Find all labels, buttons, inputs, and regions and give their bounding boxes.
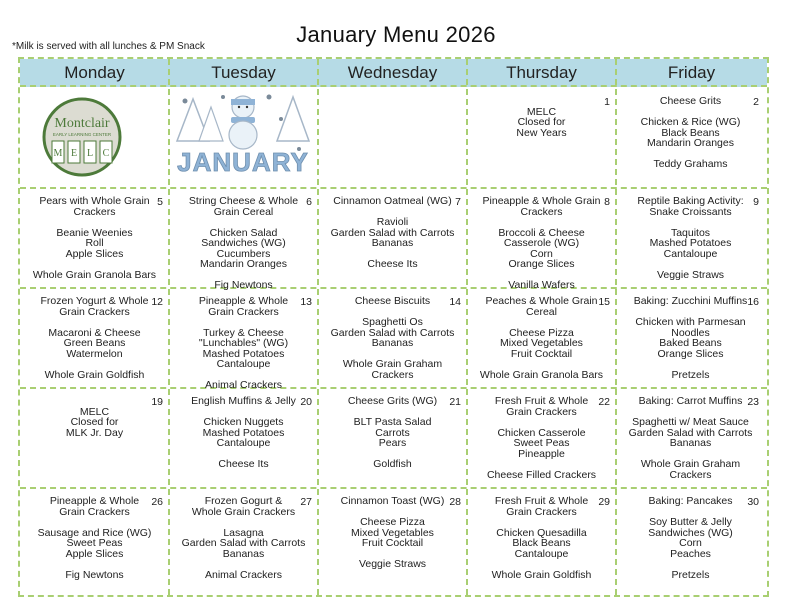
date-number: 15 (598, 296, 610, 308)
menu-item: Sweet Peas (513, 437, 570, 449)
day-cell (169, 289, 318, 389)
menu-item: Fruit Cocktail (510, 347, 573, 360)
menu-item (24, 217, 165, 228)
menu-item: Mixed Vegetables (351, 526, 434, 539)
menu-item: Baking: Zucchini Muffins (633, 295, 748, 307)
menu-item: MELC (79, 405, 110, 418)
menu-item: Apple Slices (65, 547, 124, 560)
menu-item: Veggie Straws (656, 268, 725, 281)
weekday-monday: Monday (64, 63, 125, 82)
menu-item: Grain Cereal (213, 205, 274, 218)
menu-item: Corn (679, 537, 702, 549)
menu-item: Fresh Fruit & Whole (494, 395, 589, 407)
menu-item: Chicken Nuggets (203, 416, 284, 428)
menu-item (24, 359, 165, 370)
date-number: 27 (300, 496, 312, 508)
menu-item: Mandarin Oranges (200, 258, 287, 270)
menu-item: Sweet Peas (66, 537, 123, 549)
weekday-tuesday: Tuesday (211, 63, 276, 82)
menu-item: Pineapple (518, 447, 565, 460)
menu-item: Chicken Casserole (497, 426, 586, 439)
menu-item: Garden Salad with Carrots (330, 326, 455, 339)
svg-text:E: E (70, 148, 78, 159)
day-cell (20, 289, 169, 389)
date-number: 28 (449, 496, 461, 508)
menu-item: Turkey & Cheese (203, 326, 284, 339)
menu-item: Baked Beans (659, 337, 722, 349)
menu-item: Chicken Quesadilla (496, 526, 587, 539)
menu-item: Fig Newtons (65, 568, 124, 581)
menu-item: Whole Grain Granola Bars (479, 368, 604, 381)
menu-item (620, 259, 761, 270)
date-number: 21 (449, 396, 461, 408)
menu-item: Peaches (670, 547, 711, 560)
menu-item: Lasagna (223, 526, 264, 539)
menu-item: Cheese Its (367, 258, 418, 270)
menu-item: Cantaloupe (514, 547, 569, 560)
menu-item: Cinnamon Toast (WG) (340, 495, 445, 507)
menu-item: Snake Croissants (649, 205, 732, 218)
menu-item: Casserole (WG) (503, 237, 580, 249)
menu-item: Garden Salad with Carrots (330, 226, 455, 239)
menu-item: Crackers (520, 205, 563, 218)
menu-item (471, 359, 612, 370)
menu-item: Spaghetti Os (362, 316, 423, 328)
menu-item: Whole Grain Granola Bars (32, 268, 157, 281)
day-cell (318, 89, 467, 189)
montclair-logo (26, 97, 138, 177)
day-cell (467, 89, 616, 189)
menu-item (620, 217, 761, 228)
menu-item: Fruit Cocktail (361, 537, 424, 549)
svg-text:EARLY LEARNING CENTER: EARLY LEARNING CENTER (52, 132, 112, 137)
date-number: 19 (151, 396, 163, 408)
day-cell (20, 189, 169, 289)
menu-item: Grain Crackers (506, 505, 577, 518)
svg-text:JANUARY: JANUARY (177, 147, 309, 177)
menu-item: Cheese Its (218, 458, 269, 470)
menu-item: Bananas (669, 437, 712, 449)
day-cell (616, 489, 765, 589)
menu-item: MLK Jr. Day (65, 426, 124, 439)
date-number: 13 (300, 296, 312, 308)
menu-item: Fig Newtons (214, 279, 273, 291)
menu-item: Goldfish (373, 458, 412, 470)
menu-item: Teddy Grahams (653, 158, 728, 170)
menu-item (24, 396, 165, 407)
menu-item: Closed for (70, 416, 119, 428)
menu-item (471, 517, 612, 528)
menu-item: Reptile Baking Activity: (637, 195, 744, 207)
menu-item: Ravioli (376, 216, 409, 228)
menu-item: Cheese Filled Crackers (486, 468, 597, 481)
menu-item: Black Beans (512, 537, 571, 549)
date-number: 9 (753, 196, 759, 208)
menu-item: Whole Grain Goldfish (491, 568, 592, 581)
menu-item: Noodles (671, 326, 710, 339)
menu-item (173, 517, 314, 528)
menu-item: Grain Crackers (59, 305, 130, 318)
menu-item: Orange Slices (657, 347, 724, 360)
menu-item: Closed for (517, 116, 566, 128)
day-cell (20, 389, 169, 489)
menu-item: Corn (530, 247, 553, 260)
day-cell (616, 389, 765, 489)
menu-item: Grain Crackers (59, 505, 130, 518)
menu-item (471, 317, 612, 328)
menu-item (24, 517, 165, 528)
menu-item: Orange Slices (508, 258, 575, 270)
menu-item: Macaroni & Cheese (48, 326, 141, 339)
menu-item: Whole Grain Graham (342, 358, 443, 370)
menu-item: Bananas (222, 547, 265, 560)
svg-text:C: C (102, 148, 110, 159)
menu-item: Mandarin Oranges (647, 137, 734, 149)
milk-note: *Milk is served with all lunches & PM Snack (12, 41, 205, 52)
day-cell (318, 389, 467, 489)
menu-item: Pretzels (671, 368, 710, 381)
day-cell (467, 489, 616, 589)
menu-item: Whole Grain Goldfish (44, 368, 145, 381)
date-number: 16 (747, 296, 759, 308)
menu-item: Baking: Carrot Muffins (638, 395, 743, 407)
day-cell (20, 489, 169, 589)
menu-item: Chicken Salad (209, 226, 278, 239)
menu-item: Chicken & Rice (WG) (640, 116, 741, 128)
menu-item (471, 217, 612, 228)
menu-item: Mashed Potatoes (649, 237, 732, 249)
date-number: 29 (598, 496, 610, 508)
menu-item: Bananas (371, 337, 414, 349)
svg-text:M: M (53, 148, 63, 159)
svg-text:Montclair: Montclair (54, 116, 110, 131)
menu-item: Apple Slices (65, 247, 124, 260)
menu-item: Pretzels (671, 568, 710, 581)
menu-item: Pineapple & Whole Grain (482, 195, 601, 207)
menu-item: Mashed Potatoes (202, 347, 285, 360)
date-number: 26 (151, 496, 163, 508)
menu-item: Grain Crackers (208, 305, 279, 318)
menu-item (471, 559, 612, 570)
menu-item: Pears with Whole Grain (39, 195, 150, 207)
menu-item: Veggie Straws (358, 558, 427, 570)
menu-item: Cantaloupe (216, 358, 271, 370)
menu-item (24, 559, 165, 570)
menu-item: Sandwiches (WG) (201, 237, 286, 249)
menu-item: Crackers (669, 468, 712, 481)
menu-item: New Years (516, 126, 567, 139)
day-cell (169, 189, 318, 289)
menu-item: Whole Grain Graham (640, 458, 741, 470)
january-snowman-illustration (171, 89, 315, 185)
menu-item: Green Beans (63, 337, 126, 349)
menu-item: "Lunchables" (WG) (198, 337, 289, 349)
date-number: 22 (598, 396, 610, 408)
menu-item: Bananas (371, 237, 414, 249)
menu-item: Crackers (371, 368, 414, 381)
menu-item (620, 559, 761, 570)
menu-item: Animal Crackers (204, 568, 283, 581)
weekday-friday: Friday (667, 63, 716, 82)
day-cell (616, 189, 765, 289)
date-number: 14 (449, 296, 461, 308)
day-cell (467, 289, 616, 389)
menu-item: Soy Butter & Jelly (649, 516, 732, 528)
date-number: 1 (604, 96, 610, 108)
menu-item: Carrots (375, 426, 410, 439)
menu-item: Beanie Weenies (56, 226, 133, 239)
menu-item (471, 96, 612, 107)
menu-item (471, 417, 612, 428)
menu-item: Cheese Biscuits (354, 295, 431, 307)
day-cell (467, 389, 616, 489)
svg-text:L: L (86, 148, 94, 159)
menu-item: Spaghetti w/ Meat Sauce (632, 416, 749, 428)
menu-item: Roll (85, 237, 104, 249)
menu-item: Pears (378, 437, 407, 449)
menu-item (471, 459, 612, 470)
menu-item: Mashed Potatoes (202, 426, 285, 439)
menu-item: Fresh Fruit & Whole (494, 495, 589, 507)
menu-item: English Muffins & Jelly (191, 395, 296, 407)
menu-item: Cheese Pizza (360, 516, 425, 528)
menu-item (24, 259, 165, 270)
weekday-header (20, 59, 767, 87)
menu-item: Broccoli & Cheese (498, 226, 585, 239)
menu-item: Mixed Vegetables (500, 337, 583, 349)
menu-item: Garden Salad with Carrots (181, 537, 306, 549)
day-cell (169, 489, 318, 589)
menu-item: Pineapple & Whole (49, 495, 140, 507)
menu-item: Animal Crackers (204, 379, 283, 391)
menu-item: Cinnamon Oatmeal (WG) (333, 195, 452, 207)
menu-item: Cheese Grits (WG) (347, 395, 438, 407)
date-number: 8 (604, 196, 610, 208)
menu-item: Vanilla Wafers (508, 279, 575, 291)
menu-item: Baking: Pancakes (648, 495, 733, 507)
menu-item: Cereal (526, 305, 557, 318)
menu-item: String Cheese & Whole (188, 195, 299, 207)
menu-item: Pineapple & Whole (198, 295, 289, 307)
day-cell (467, 189, 616, 289)
menu-item (173, 559, 314, 570)
day-cell (318, 489, 467, 589)
menu-item (173, 317, 314, 328)
menu-item: Cheese Pizza (509, 326, 574, 339)
menu-item (173, 217, 314, 228)
menu-item: Grain Crackers (506, 405, 577, 418)
menu-item: Sandwiches (WG) (648, 526, 733, 539)
menu-item: MELC (526, 105, 557, 118)
menu-item: Cantaloupe (663, 247, 718, 260)
day-cell (616, 289, 765, 389)
menu-item: Garden Salad with Carrots (628, 426, 753, 439)
day-cell (318, 289, 467, 389)
day-cell (616, 89, 765, 189)
date-number: 30 (747, 496, 759, 508)
menu-item: Crackers (73, 205, 116, 218)
menu-item: Cantaloupe (216, 437, 271, 449)
menu-item: Frozen Gogurt & (204, 495, 283, 507)
menu-item: Black Beans (661, 126, 720, 139)
date-number: 12 (151, 296, 163, 308)
menu-item (24, 317, 165, 328)
menu-item: Watermelon (66, 347, 123, 360)
menu-item: Chicken with Parmesan (635, 316, 746, 328)
menu-item (620, 359, 761, 370)
menu-item: Frozen Yogurt & Whole (40, 295, 149, 307)
menu-item: Taquitos (670, 226, 711, 239)
menu-item: Whole Grain Crackers (191, 505, 296, 518)
date-number: 23 (747, 396, 759, 408)
date-number: 20 (300, 396, 312, 408)
date-number: 2 (753, 96, 759, 108)
page-title: January Menu 2026 (296, 22, 496, 47)
day-cell (318, 189, 467, 289)
menu-item: BLT Pasta Salad (353, 416, 432, 428)
menu-calendar (18, 57, 769, 597)
date-number: 5 (157, 196, 163, 208)
weekday-wednesday: Wednesday (347, 63, 438, 82)
menu-item: Sausage and Rice (WG) (37, 526, 152, 539)
menu-item: Peaches & Whole Grain (485, 295, 598, 307)
menu-item: Cheese Grits (659, 95, 722, 107)
date-number: 7 (455, 196, 461, 208)
date-number: 6 (306, 196, 312, 208)
day-cell (169, 389, 318, 489)
weekday-thursday: Thursday (506, 63, 577, 82)
menu-item: Cucumbers (216, 247, 271, 260)
